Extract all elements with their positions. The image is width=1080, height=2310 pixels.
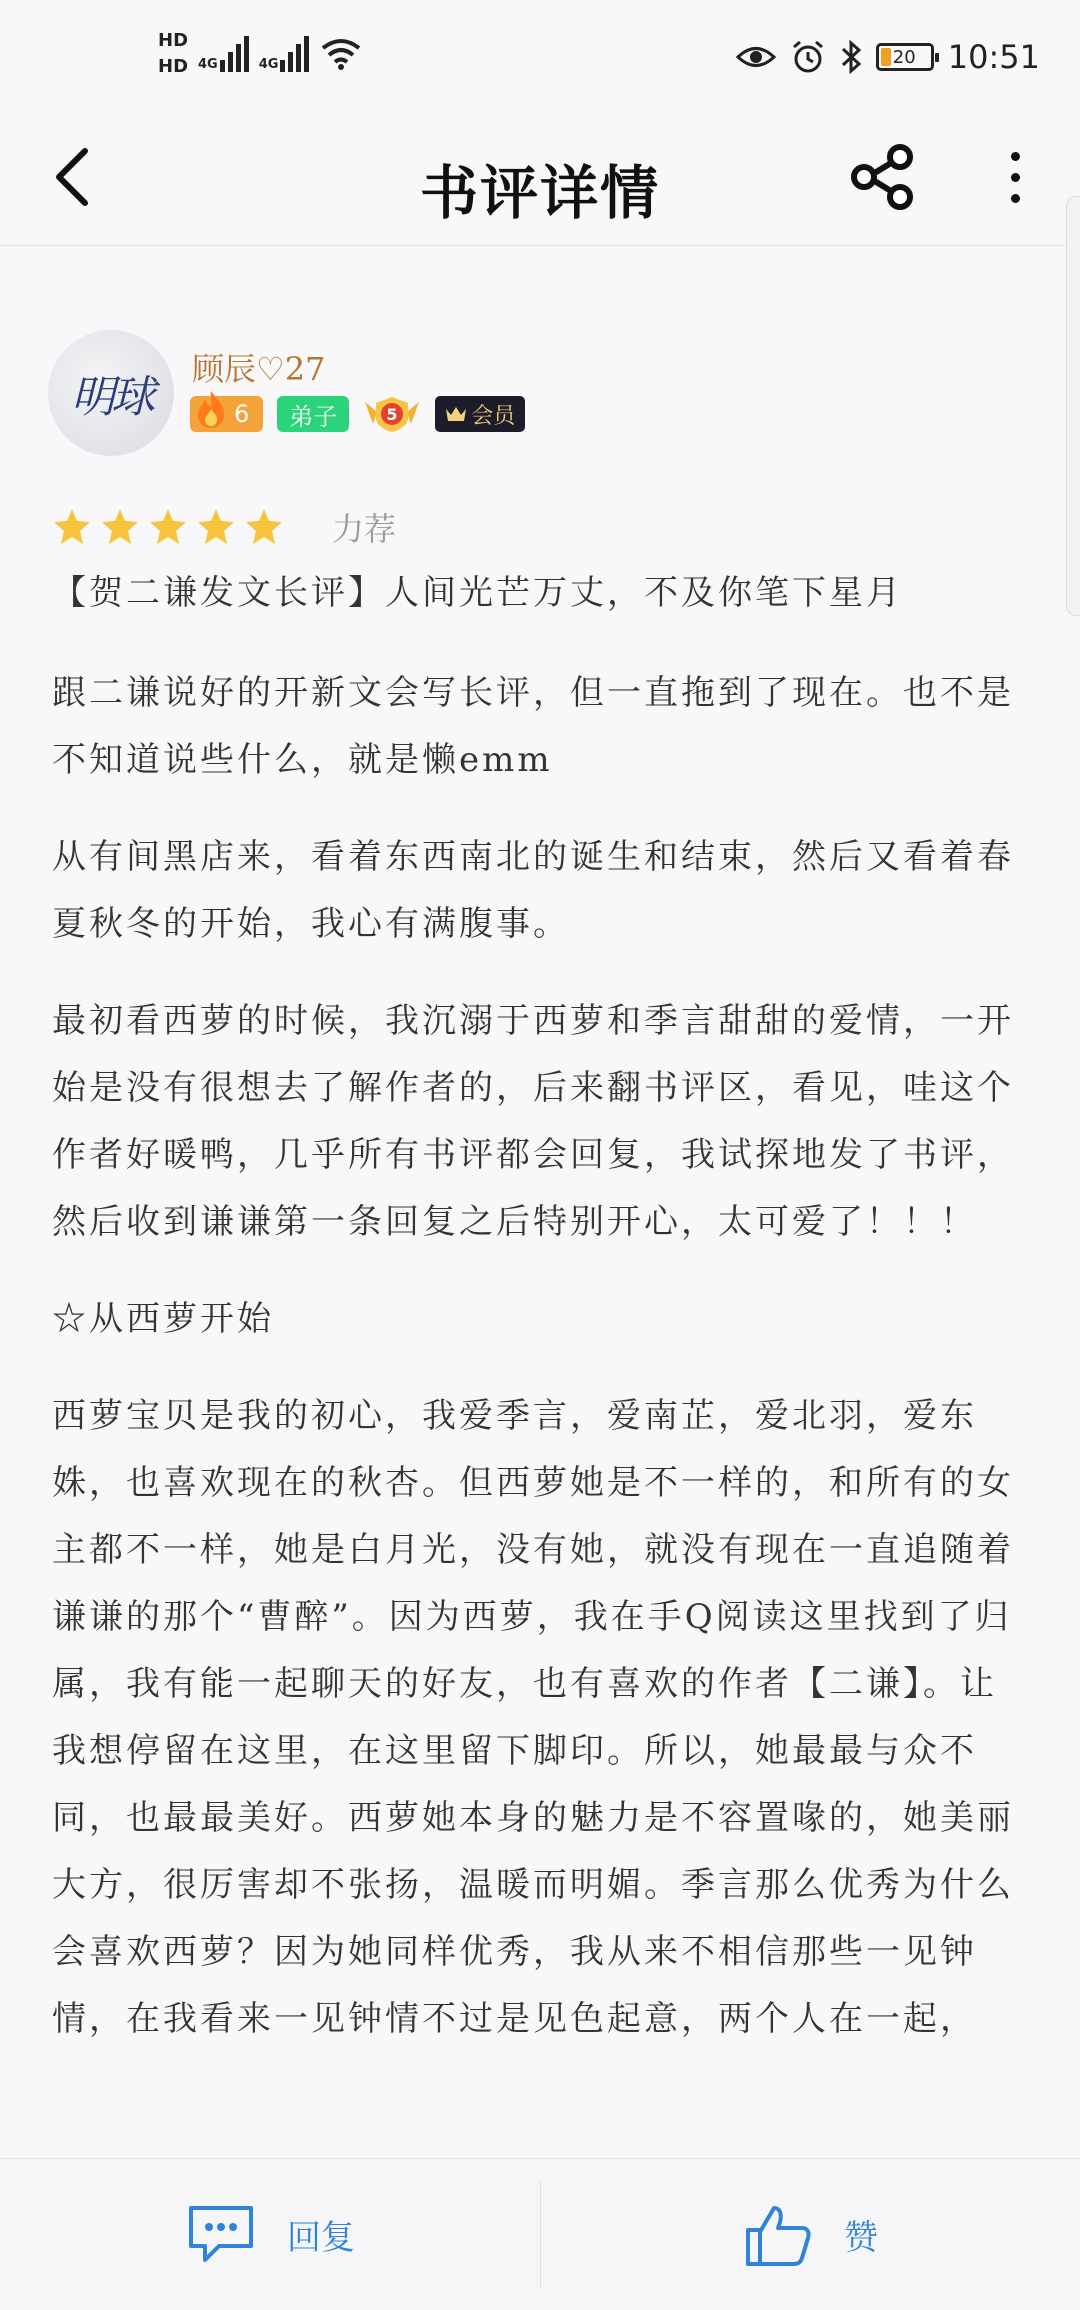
reply-button[interactable] (0, 2159, 540, 2310)
fire-level: 6 (234, 400, 250, 428)
status-left (158, 30, 363, 78)
battery-percent: 20 (892, 46, 916, 68)
rating-label: 力荐 (332, 510, 397, 548)
star-icon (100, 507, 140, 547)
review-section-heading: ☆从西萝开始 (52, 1299, 274, 1339)
fire-level-badge (190, 396, 263, 432)
star-rating (52, 507, 292, 547)
review-paragraph: 西萝宝贝是我的初心，我爱季言，爱南芷，爱北羽，爱东姝，也喜欢现在的秋杏。但西萝她是不一样的，和所有的女主都不一样，她是白月光，没有她，就没有现在一直追随着谦谦的那个“曹醉”。因为西萝，我在手Q阅读这里找到了归属，我有能一起聊天的好友，也有喜欢的作者【二谦】。让我想停留在这里，在这里留下脚印。所以，她最最与众不同，也最最美好。西萝她本身的魅力是不容置喙的，她美丽大方，很厉害却不张扬，温暖而明媚。季言那么优秀为什么会喜欢西萝？因为她同样优秀，我从来不相信那些一见钟情，在我看来一见钟情不过是见色起意，两个人在一起， (52, 1396, 1014, 2039)
avatar-text: 明球 (71, 372, 151, 423)
hd2-label: HD (158, 56, 189, 77)
alarm-icon (790, 39, 826, 75)
bluetooth-icon (840, 40, 862, 74)
star-icon (52, 507, 92, 547)
net1-label: 4G (198, 57, 218, 72)
author-name[interactable]: 顾辰♡27 (192, 350, 326, 388)
vip-label: 会员 (471, 403, 516, 429)
review-paragraph: 最初看西萝的时候，我沉溺于西萝和季言甜甜的爱情，一开始是没有很想去了解作者的，后来翻书评区，看见，哇这个作者好暖鸭，几乎所有书评都会回复，我试探地发了书评，然后收到谦谦第一条回复之后特别开心，太可爱了！！！ (52, 1001, 1014, 1242)
more-icon (1011, 152, 1020, 161)
level-value: 5 (386, 405, 398, 424)
author-info (48, 330, 1028, 460)
eye-icon (736, 42, 776, 72)
hd1-label: HD (158, 30, 189, 51)
review-paragraph: 跟二谦说好的开新文会写长评，但一直拖到了现在。也不是不知道说些什么，就是懒emm (52, 673, 1014, 780)
net2-label: 4G (258, 57, 279, 72)
page-title: 书评详情 (419, 159, 660, 227)
like-button[interactable] (540, 2159, 1080, 2310)
star-icon (196, 507, 236, 547)
battery-fill (881, 48, 891, 66)
thumbs-up-icon (742, 2202, 814, 2268)
signal-icon (198, 36, 249, 72)
status-bar (0, 0, 1080, 120)
wifi-icon (319, 36, 363, 72)
vip-badge (435, 396, 525, 432)
hd-indicator (158, 30, 188, 78)
author-badges (190, 394, 525, 434)
review-paragraph: 从有间黑店来，看着东西南北的诞生和结束，然后又看着春夏秋冬的开始，我心有满腹事。 (52, 837, 1014, 944)
rating (52, 504, 396, 550)
signal-icon-2 (259, 36, 310, 72)
bottom-action-bar (0, 2158, 1080, 2310)
level-badge-icon (363, 394, 421, 434)
reply-label: 回复 (287, 2218, 355, 2258)
review-title: 【贺二谦发文长评】人间光芒万丈，不及你笔下星月 (52, 573, 903, 613)
star-icon (148, 507, 188, 547)
clock: 10:51 (947, 38, 1040, 76)
share-icon (846, 140, 920, 214)
share-button[interactable] (846, 140, 920, 214)
crown-icon (445, 405, 467, 423)
scrollbar[interactable] (1066, 196, 1080, 616)
avatar[interactable] (48, 330, 174, 456)
status-right (736, 38, 1040, 76)
comment-icon (185, 2202, 257, 2268)
flame-icon (194, 389, 228, 429)
like-label: 赞 (844, 2218, 878, 2258)
role-badge: 弟子 (277, 396, 349, 432)
more-button[interactable] (990, 140, 1040, 214)
star-icon (244, 507, 284, 547)
top-app-bar (0, 120, 1080, 246)
review-body (52, 558, 1032, 2053)
battery-icon (876, 43, 934, 71)
